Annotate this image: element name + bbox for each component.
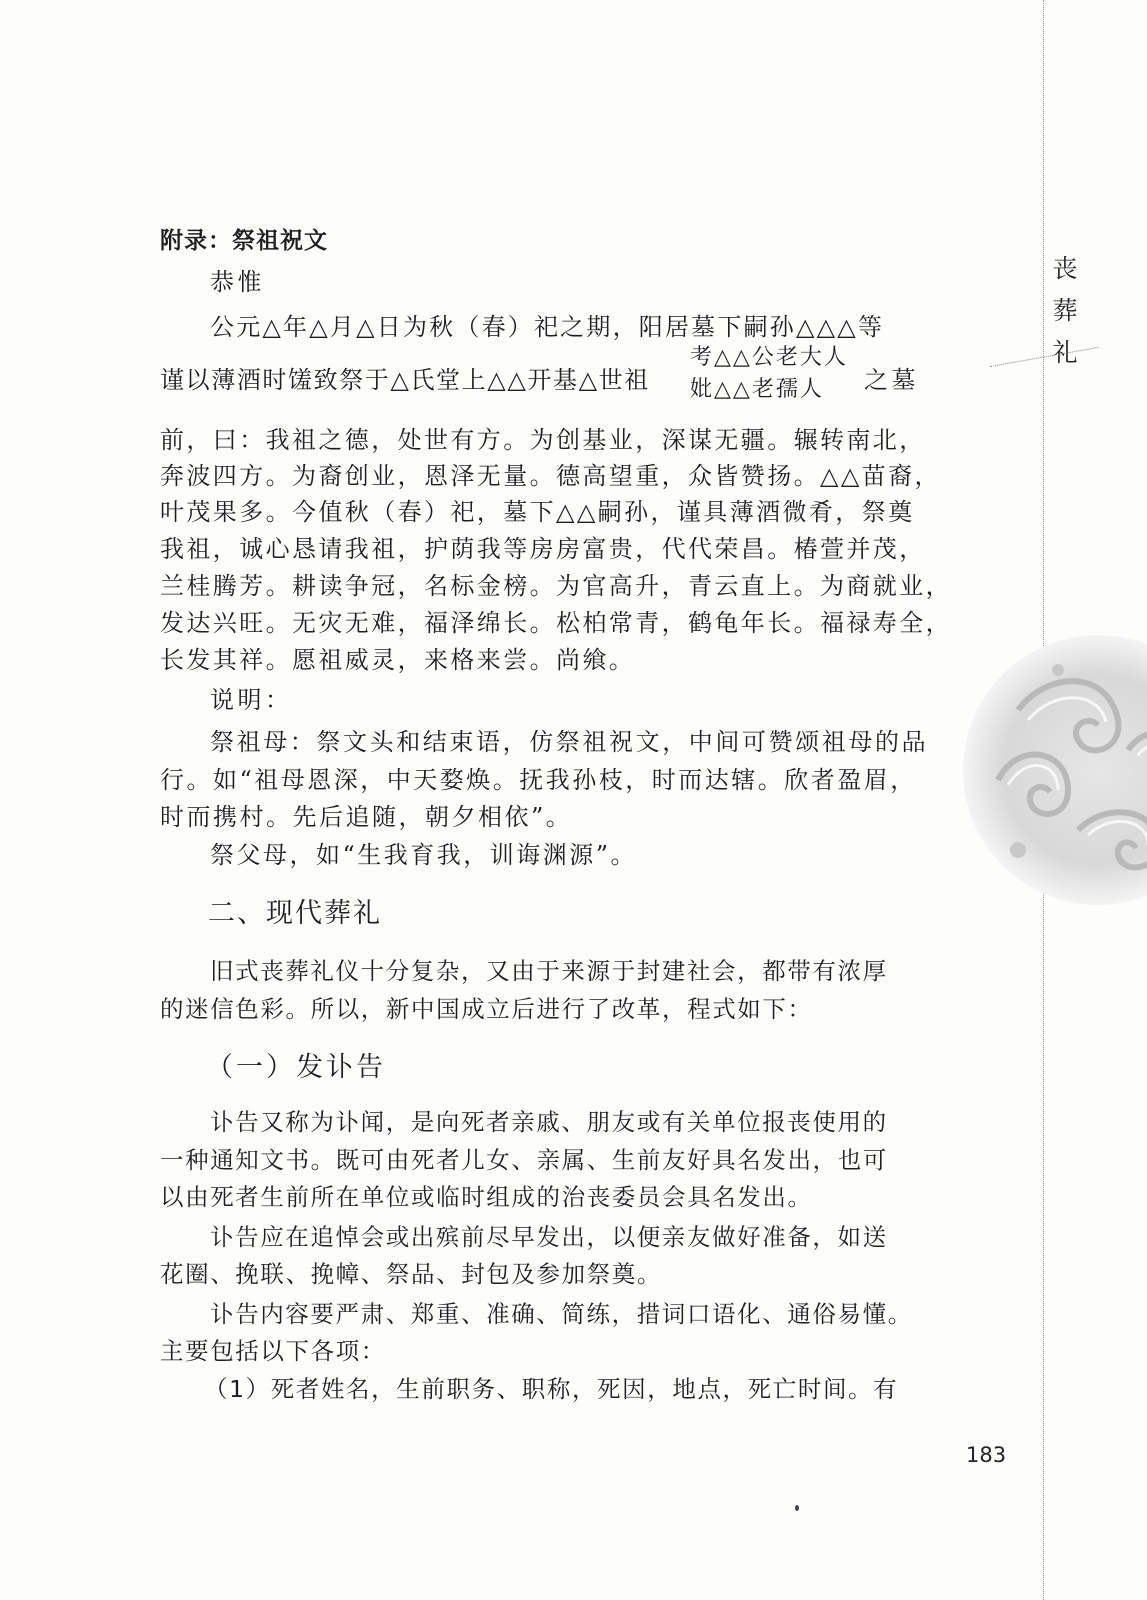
ancestor-female-title: 妣△△老孺人	[690, 377, 824, 402]
paragraph-line: 主要包括以下各项：	[160, 1337, 386, 1365]
paragraph-line: 花圈、挽联、挽幛、祭品、封包及参加祭奠。	[160, 1260, 662, 1288]
chapter-tab-char: 丧	[1052, 254, 1078, 283]
section-intro-line: 旧式丧葬礼仪十分复杂，又由于来源于封建社会，都带有浓厚	[210, 957, 888, 985]
prayer-body-line: 我祖，诚心恳请我祖，护荫我等房房富贵，代代荣昌。椿萱并茂，	[160, 535, 926, 563]
appendix-title: 附录：祭祖祝文	[160, 228, 328, 254]
chapter-tab-char: 葬	[1052, 296, 1078, 325]
note-line: 时而携村。先后追随，朝夕相依”。	[160, 803, 573, 831]
chapter-tab-char: 礼	[1052, 338, 1078, 367]
prayer-body-line: 前，曰：我祖之德，处世有方。为创基业，深谋无疆。辗转南北，	[160, 426, 926, 454]
note-label: 说明：	[210, 686, 293, 714]
subsection-title: （一）发讣告	[206, 1052, 386, 1083]
note-line: 祭父母，如“生我育我，训诲渊源”。	[210, 841, 638, 869]
ancestor-male-title: 考△△公老大人	[690, 345, 848, 370]
prayer-line: 公元△年△月△日为秋（春）祀之期，阳居墓下嗣孙△△△等	[210, 313, 885, 341]
page-number: 183	[966, 1443, 1007, 1467]
prayer-body-line: 发达兴旺。无灾无难，福泽绵长。松柏常青，鹤龟年长。福禄寿全，	[160, 609, 952, 637]
prayer-body-line: 奔波四方。为裔创业，恩泽无量。德高望重，众皆赞扬。△△苗裔，	[160, 462, 941, 490]
paragraph-line: 讣告内容要严肃、郑重、准确、简练，措词口语化、通俗易懂。	[210, 1300, 913, 1328]
prayer-body-line: 叶茂果多。今值秋（春）祀，墓下△△嗣孙，谨具薄酒微肴，祭奠	[160, 498, 915, 526]
paragraph-line: 讣告又称为讣闻，是向死者亲戚、朋友或有关单位报丧使用的	[210, 1108, 888, 1136]
paragraph-line: 讣告应在追悼会或出殡前尽早发出，以便亲友做好准备，如送	[210, 1223, 888, 1251]
ancestor-title-stack	[690, 342, 848, 406]
section-intro-line: 的迷信色彩。所以，新中国成立后进行了改革，程式如下：	[160, 995, 813, 1023]
section-title: 二、现代葬礼	[208, 898, 382, 929]
prayer-line-suffix: 之墓	[864, 366, 919, 394]
list-item: （1）死者姓名，生前职务、职称，死因，地点，死亡时间。有	[204, 1375, 899, 1403]
paragraph-line: 一种通知文书。既可由死者儿女、亲属、生前友好具名发出，也可	[160, 1146, 888, 1174]
prayer-opening: 恭惟	[210, 268, 265, 296]
decorative-cloud-medallion-icon	[958, 630, 1147, 910]
prayer-body-line: 长发其祥。愿祖威灵，来格来尝。尚飨。	[160, 646, 636, 674]
paragraph-line: 以由死者生前所在单位或临时组成的治丧委员会具名发出。	[160, 1183, 813, 1211]
prayer-body-line: 兰桂腾芳。耕读争冠，名标金榜。为官高升，青云直上。为商就业，	[160, 572, 952, 600]
prayer-line-prefix: 谨以薄酒时馐致祭于△氏堂上△△开基△世祖	[160, 366, 650, 394]
note-line: 祭祖母：祭文头和结束语，仿祭祖祝文，中间可赞颂祖母的品	[210, 728, 929, 756]
ink-speck	[795, 1505, 799, 1511]
note-line: 行。如“祖母恩深，中天婺焕。抚我孙枝，时而达辖。欣者盈眉，	[160, 766, 917, 794]
